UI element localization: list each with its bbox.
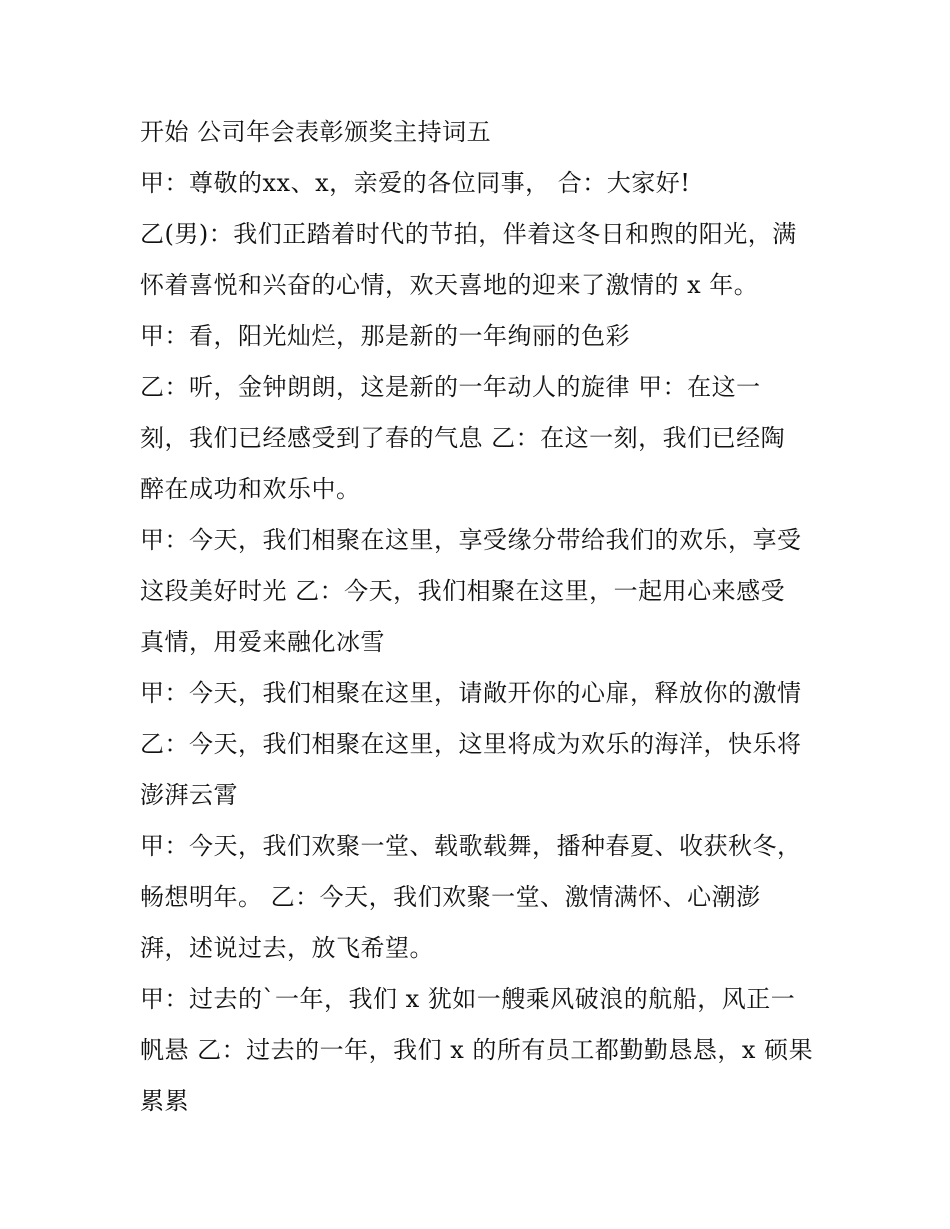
text-line: 甲：今天，我们相聚在这里，享受缘分带给我们的欢乐，享受: [140, 526, 802, 554]
document-title-line: 开始 公司年会表彰颁奖主持词五: [140, 118, 492, 146]
text-line: 刻，我们已经感受到了春的气息 乙：在这一刻，我们已经陶: [140, 424, 786, 452]
text-line: 甲：看，阳光灿烂，那是新的一年绚丽的色彩: [140, 322, 630, 350]
text-line: 湃，述说过去，放飞希望。: [140, 934, 434, 962]
text-line: 甲：尊敬的xx、x，亲爱的各位同事， 合：大家好!: [140, 169, 691, 197]
text-line: 甲：今天，我们欢聚一堂、载歌载舞，播种春夏、收获秋冬，: [140, 832, 802, 860]
document-body: [140, 107, 820, 1127]
text-line: 真情，用爱来融化冰雪: [140, 628, 385, 656]
text-line: 怀着喜悦和兴奋的心情，欢天喜地的迎来了激情的 x 年。: [140, 271, 759, 299]
text-line: 乙：听，金钟朗朗，这是新的一年动人的旋律 甲：在这一: [140, 373, 761, 401]
text-line: 乙(男)：我们正踏着时代的节拍，伴着这冬日和煦的阳光，满: [140, 220, 797, 248]
text-line: 澎湃云霄: [140, 781, 238, 809]
text-line: 累累: [140, 1087, 189, 1115]
text-line: 畅想明年。 乙：今天，我们欢聚一堂、激情满怀、心潮澎: [140, 883, 761, 911]
text-line: 醉在成功和欢乐中。: [140, 475, 361, 503]
text-line: 甲：今天，我们相聚在这里，请敞开你的心扉，释放你的激情: [140, 679, 802, 707]
text-line: 甲：过去的`一年，我们 x 犹如一艘乘风破浪的航船，风正一: [140, 985, 796, 1013]
text-line: 乙：今天，我们相聚在这里，这里将成为欢乐的海洋，快乐将: [140, 730, 802, 758]
text-line: 这段美好时光 乙：今天，我们相聚在这里，一起用心来感受: [140, 577, 786, 605]
text-line: 帆悬 乙：过去的一年，我们 x 的所有员工都勤勤恳恳，x 硕果: [140, 1036, 814, 1064]
